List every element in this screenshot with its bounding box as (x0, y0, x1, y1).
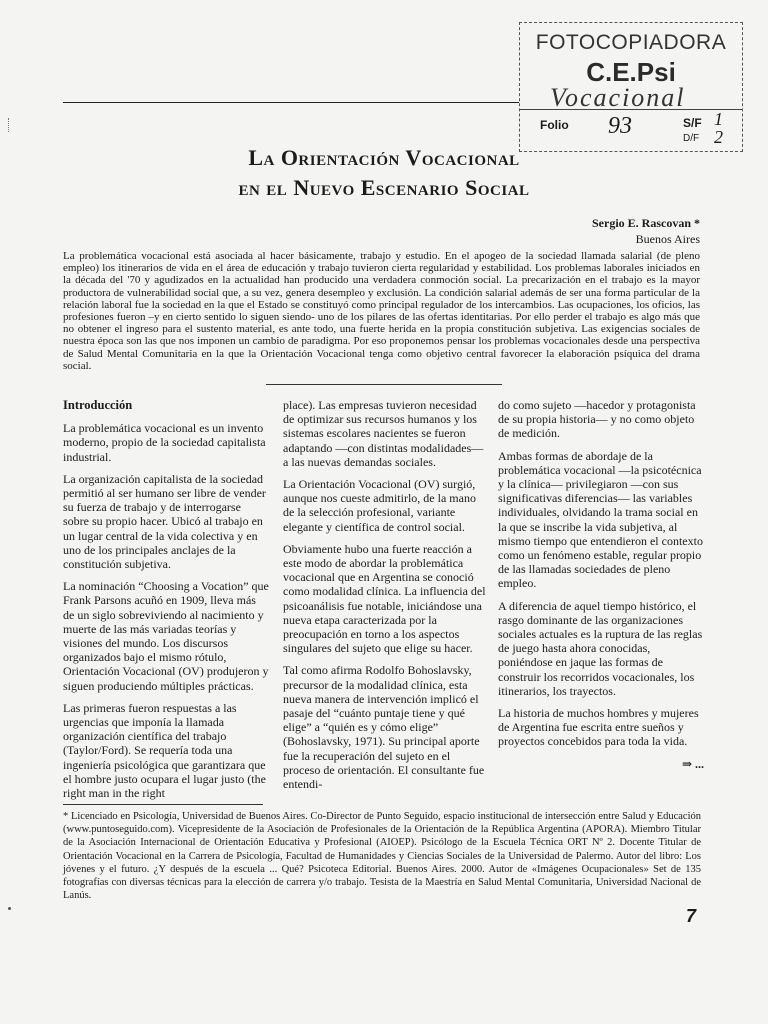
stamp-handwritten: Vocacional (550, 83, 686, 112)
stamp-divider (520, 109, 742, 110)
stamp-df-label: D/F (683, 133, 700, 144)
stamp-org: C.E.Psi (586, 57, 676, 87)
column-1 (63, 398, 269, 808)
paragraph: La Orientación Vocacional (OV) surgió, aunque nos cueste admitirlo, de la mano de la selección profesional, variante elegante y científica de control social. (283, 477, 476, 534)
paragraph: Las primeras fueron respuestas a las urgencias que imponía la llamada organización científica del trabajo (Taylor/Ford). Se requería toda una ingeniería psicológica que garantizara que el hombre justo ocupara el lugar justo (the right man in the right (63, 700, 266, 801)
paragraph: La historia de muchos hombres y mujeres de Argentina fue escrita entre sueños y proyectos concebidos para toda la vida. (498, 706, 699, 749)
paragraph: do como sujeto —hacedor y protagonista de su propia historia— y no como objeto de medición. (498, 398, 696, 441)
continue-arrow: ⇒ ... (681, 756, 704, 771)
paragraph: A diferencia de aquel tiempo histórico, el rasgo dominante de las organizaciones sociales actuales es la ruptura de las reglas de juego hasta ahora conocidas, poniéndose en jaque las formas de construir los recorridos vocacionales, los itinerarios, los trayectos. (498, 598, 703, 698)
paragraph: place). Las empresas tuvieron necesidad de optimizar sus recursos humanos y los sistemas escolares nacientes se fueron adaptando —con distintas modalidades— a las nuevas demandas sociales. (283, 398, 484, 469)
author-name: Sergio E. Rascovan * (592, 216, 700, 230)
paragraph: Ambas formas de abordaje de la problemática vocacional —la psicotécnica y la clínica— privilegiaron —con sus significativas diferencias— las variables individuales, olvidando la trama social en la que se inscribe la vida subjetiva, al mismo tiempo que entendieron el contexto como un fenómeno estable, regular propio de las llamadas sociedades de pleno empleo. (498, 448, 703, 591)
stamp-sf-number: 1 (714, 109, 723, 129)
article-title-line1: La Orientación Vocacional (248, 145, 520, 170)
page-number: 7 (686, 906, 697, 926)
paragraph: Tal como afirma Rodolfo Bohoslavsky, precursor de la modalidad clínica, esta nueva manera de intervención implicó el pasaje del “cuánto puntaje tiene y qué elige” a “quién es y cómo elige” (Bohoslavsky, 1971). Su principal aporte fue la recuperación del sujeto en el proceso de orientación. El consultante fue entendi- (283, 663, 485, 792)
abstract: La problemática vocacional está asociada al hacer básicamente, trabajo y estudio. En el apogeo de la sociedad llamada salarial (de pleno empleo) los itinerarios de vida en el área de educación y trabajo tuvieron cierta regularidad y estabilidad. Los problemas laborales iniciados en la década del '70 y agudizados en la actualidad han producido una verdadera conmoción social. La precarización en el trabajo es la mayor productora de vulnerabilidad social que, a su vez, genera desempleo y exclusión. La condición salarial además de ser una forma particular de la relación laboral fue la sociedad en la que el Estado se constituyó como principal regulador de los intercambios. Las ocupaciones, los oficios, las profesiones fueron –y en cierto sentido lo siguen siendo- uno de los pilares de las ofertas identitarias. Por ello perder el trabajo es algo más que no obtener el ingreso para el sustento material, es ante todo, una fuerte herida en la propia constitución subjetiva. Las exigencias sociales de nuestra época son las que nos imponen un cambio de paradigma. Por eso proponemos pensar los problemas vocacionales desde una perspectiva de Salud Mental Comunitaria en la que la Orientación Vocacional tenga como objetivo central favorecer la elaboración psíquica del drama social. (63, 250, 700, 372)
article-title-line2: en el Nuevo Escenario Social (238, 175, 530, 200)
stamp-df-number: 2 (714, 127, 723, 147)
scan-mark (8, 118, 11, 132)
column-3 (498, 398, 704, 771)
footnote: * Licenciado en Psicología, Universidad de Buenos Aires. Co-Director de Punto Seguido, espacio institucional de intersección entre Salud y Educación (www.puntoseguido.com). Vicepresidente de la Asociación de Profesionales de la Orientación de la República Argentina (APORA). Miembro Titular de la Asociación Internacional de Orientación Educativa y Profesional (AIOEP). Psicólogo de la Escuela Técnica ORT Nº 2. Docente Titular de Orientación Vocacional en la Carrera de Psicología, Facultad de Humanidades y Ciencias Sociales de la Universidad de Palermo. Autor del libro: Los jóvenes y el futuro. ¿Y después de la escuela ... Qué? Psicoteca Editorial. Buenos Aires. 2000. Autor de «Imágenes Ocupacionales» Set de 135 fotografías con diversas técnicas para la elección de carrera y/o trabajo. Tesista de la Maestría en Salud Mental Comunitaria, Universidad Nacional de Lanús. (63, 811, 701, 902)
photocopy-stamp (519, 22, 743, 152)
scan-dot (8, 907, 11, 910)
footnote-rule (63, 804, 263, 805)
paragraph: La problemática vocacional es un invento moderno, propio de la sociedad capitalista industrial. (63, 421, 266, 464)
stamp-folio-number: 93 (608, 113, 632, 139)
stamp-sf-label: S/F (683, 116, 702, 130)
column-2 (283, 398, 488, 799)
section-heading: Introducción (63, 398, 133, 412)
author-affiliation: Buenos Aires (635, 232, 700, 246)
stamp-folio-label: Folio (540, 118, 569, 132)
paragraph: Obviamente hubo una fuerte reacción a este modo de abordar la problemática vocacional que en Argentina se conoció como modalidad clínica. La influencia del psicoanálisis fue notable, iniciándose una nueva etapa caracterizada por la preocupación en torno a los aspectos singulares del sujeto que elige su hacer. (283, 541, 486, 656)
stamp-title: FOTOCOPIADORA (535, 31, 727, 54)
abstract-rule (266, 384, 502, 385)
paragraph: La nominación “Choosing a Vocation” que Frank Parsons acuñó en 1909, lleva más de un siglo sobreviviendo al nacimiento y muerte de las más variadas teorías y visiones del mundo. Los discursos organizados bajo el mismo rótulo, Orientación Vocacional (OV) produjeron y siguen produciendo múltiples prácticas. (63, 579, 269, 693)
header-rule (63, 102, 519, 103)
paragraph: La organización capitalista de la sociedad permitió al ser humano ser libre de vender su fuerza de trabajo y de interrogarse sobre su propio hacer. Ubicó al trabajo en un lugar central de la vida colectiva y en uno de los principales anclajes de la constitución subjetiva. (63, 471, 266, 572)
